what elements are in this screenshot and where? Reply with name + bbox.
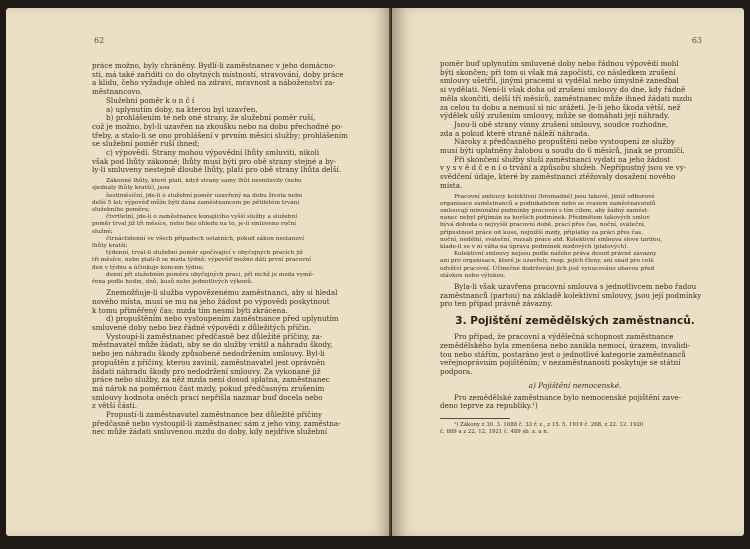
text-line: Nároky z předčasného propuštění nebo vystoupení ze služby xyxy=(454,137,675,147)
text-line: pro ten případ právně závazny. xyxy=(440,299,553,309)
small-print-line: služebního poměru; xyxy=(92,206,150,213)
small-print-line: sjednaly lhůty kratší), jsou xyxy=(92,185,170,192)
small-print-line: čtvrtletní, jde-li o zaměstnance konajícího vyšší služby a služební xyxy=(106,214,298,221)
text-line: tou nebo stářím, postaráno jest o jednotlivé kategorie zaměstnanců xyxy=(440,349,686,359)
small-print-line: organisace zaměstnanců a podnikatelem nebo se svazem zaměstnavatelů xyxy=(440,200,656,207)
small-print-line: poměr trval již tři měsíce, nebo bez ohledu na to, je-li smluveno roční xyxy=(92,221,296,228)
text-line: zaměstnanců (partou) na základě kolektivní smlouvy, jsou její podmínky xyxy=(440,290,702,300)
text-line: nového místa, musí se mu na jeho žádost po výpovědi poskytnout xyxy=(92,296,330,306)
text-line: z větší části. xyxy=(92,401,138,411)
text-line: podpora. xyxy=(440,366,473,376)
small-print-line: Zákonné lhůty, které platí, když strany samy lhůt nesmluvily (nebo xyxy=(106,178,302,185)
small-print-line: denní při služebním poměru obyčejných prací, při nichž je mzda vymě- xyxy=(106,271,314,278)
small-print-line: den v týdnu a účinkuje koncem týdne; xyxy=(92,264,204,271)
left-text-column xyxy=(92,62,374,437)
text-line: Vystoupí-li zaměstnanec předčasně bez důležité příčiny, za- xyxy=(106,331,323,341)
text-line: smlouvy ušetřil, jinými pracemi si vydělal nebo úmyslně zanedbal xyxy=(440,76,679,86)
small-print-line: šestiměsíční, jde-li o služební poměr uzavřený na dobu života nebo xyxy=(106,192,303,199)
subsection-heading: a) Pojištění nemocenské. xyxy=(528,380,622,390)
text-line: musí býti uplatněny žalobou u soudu do 6 měsíců, jinak se promlčí. xyxy=(440,146,685,156)
footnote-rule xyxy=(440,418,510,419)
text-line: poměr buď uplynutím smluvené doby nebo řádnou výpovědí mohl xyxy=(440,59,679,68)
small-print-line: týdenní, trval-li služební poměr spočívající v obyčejných pracích již xyxy=(106,250,303,257)
page-number: 62 xyxy=(94,36,105,45)
small-print-line: Pracovní smlouvy kolektivní (hromadné) jsou takové, jimiž odborové xyxy=(454,193,655,200)
text-line: práce nebo služby, za něž mzda není dosud splatna, zaměstnanec xyxy=(92,375,330,385)
small-print-line: noční, nedělní, sváteční, rozsah práce atd. Kolektivní smlouva slove tarifou, xyxy=(440,236,663,243)
small-print-line: Kolektivní smlouvy nejsou podle našeho práva dosud právně závazny xyxy=(454,251,657,258)
right-page xyxy=(392,8,744,536)
text-line: veřejnoprávním pojištěním; v nezaměstnanosti poskytuje se státní xyxy=(440,358,681,368)
footnote-line: č. 689 a z 22. 12. 1921 č. 489 sb. z. a n. xyxy=(440,429,549,436)
text-line: městnancovo. xyxy=(92,87,143,97)
small-print-line: smlouvají minimální podmínky pracovní s tím cílem, aby žádný zaměst- xyxy=(440,207,649,214)
text-line: Byla-li však uzavřena pracovní smlouva s jednotlivcem nebo řadou xyxy=(454,281,697,291)
text-line: Pro případ, že pracovní a výdělečná schopnost zaměstnance xyxy=(454,332,674,342)
text-line: práce možno, byly chráněny. Bydlí-li zaměstnanec v jeho domácno- xyxy=(92,61,336,70)
text-line: Pro zemědělské zaměstnance bylo nemocenské pojištění zave- xyxy=(454,392,681,402)
text-line: propuštěn z příčiny, kterou zavinil, zaměstnavatel jest oprávněn xyxy=(92,357,326,367)
footnote-line: ¹) Zákony z 30. 3. 1888 č. 33 ř. z., z 15. 5. 1919 č. 268, z 22. 12. 1920 xyxy=(454,422,644,429)
text-line: smlouvy hodnota oněch prací nepřišla nazmar buď docela nebo xyxy=(92,392,323,402)
small-print-line: ani pro organisace, které je uzavřely, resp. jejich členy, ani snad pro celé xyxy=(440,258,654,265)
text-line: za celou tu dobu a nemusí si nic srážeti. Je-li jeho škoda větší, než xyxy=(440,102,681,112)
small-print-line: klade-li se v ní váha na úpravu podmínek mzdových (platových). xyxy=(440,243,629,250)
text-line: Jsou-li obě strany vinny zrušení smlouvy, soudce rozhodne, xyxy=(454,119,669,129)
small-print-line: řena podle hodin, dnů, kusů nebo jednotlivých výkonů. xyxy=(92,278,253,285)
text-line: a klidu, čeho vyžaduje ohled na zdraví, mravnost a náboženství za- xyxy=(92,78,335,88)
right-text-column xyxy=(440,60,710,436)
text-line: a) uplynutím doby, na kterou byl uzavřen, xyxy=(106,104,258,114)
text-line: zda a pokud které straně náleží náhrada. xyxy=(440,128,590,138)
text-line: třeby, a stalo-li se ono prohlášení v prvním měsíci služby; prohlášením xyxy=(92,130,348,140)
text-line: nec může žádati smluvenou mzdu do doby, kdy nejdříve služební xyxy=(92,427,328,437)
text-line: si vydělati. Není-li však doba od zrušení smlouvy do dne, kdy řádně xyxy=(440,85,686,95)
text-line: býti skončen; při tom si však má započísti, co následkem zrušení xyxy=(440,67,676,77)
text-line: Propustí-li zaměstnavatel zaměstnance bez důležité příčiny xyxy=(106,410,323,420)
small-print-line: stávkou nebo výlukou. xyxy=(440,272,506,279)
text-line: se služební poměr ruší ihned; xyxy=(92,139,200,149)
text-line: však pod lhůty zákonné; lhůty musí býti pro obě strany stejné a by- xyxy=(92,156,337,166)
section-heading: 3. Pojištění zemědělských zaměstnanců. xyxy=(455,315,695,328)
left-page xyxy=(6,8,392,536)
text-line: má nárok na poměrnou část mzdy, pokud předčasným zrušením xyxy=(92,383,325,393)
text-line: výdělek ušlý zrušením smlouvy, může se domáhati její náhrady. xyxy=(440,111,670,121)
text-line: sti, má také zařiditi co do obytných místností, stravování, doby práce xyxy=(92,69,344,79)
text-line: nebo jen náhradu škody způsobené nedodržením smlouvy. Byl-li xyxy=(92,349,325,359)
small-print-line: bývá dohoda o nejvyšší pracovní době, prací přes čas, noční, sváteční, xyxy=(440,222,646,229)
small-print-line: služné; xyxy=(92,228,113,235)
text-line: Služební poměr k o n č í xyxy=(106,95,195,105)
small-print-line: tři měsíce, nebo platí-li se mzda týdně; výpověď možno dáti první pracovní xyxy=(92,257,311,264)
text-line: deno teprve za republiky.¹) xyxy=(440,401,538,411)
small-print-line: odvětví pracovní. Účinečné dodržování jich jest vynucováno obavou před xyxy=(440,265,655,272)
text-line: Při skončení služby sluší zaměstnanci vydati na jeho žádost xyxy=(454,154,671,164)
text-line: k tomu přiměřený čas; mzda tím nesmí býti zkrácena. xyxy=(92,305,288,315)
page-number: 63 xyxy=(691,36,702,45)
text-line: místa. xyxy=(440,180,463,190)
text-line: což je možno, byl-li uzavřen na zkoušku nebo na dobu přechodné po- xyxy=(92,121,343,131)
text-line: ly-li smluveny nestejně dlouhé lhůty, platí pro obě strany lhůta delší. xyxy=(92,165,342,175)
text-line: b) prohlášením té neb oné strany, že služební poměr ruší, xyxy=(106,113,316,123)
text-line: d) propuštěním nebo vystoupením zaměstnance před uplynutím xyxy=(106,314,339,324)
text-line: předčasně nebo vystoupil-li zaměstnanec sám z jeho viny, zaměstna- xyxy=(92,418,341,428)
small-print-line: přípustnost práce od kusu, nejnižší mzdy, příplatky za práci přes čas, xyxy=(440,229,644,236)
text-line: v y s v ě d č e n í o trvání a způsobu služeb. Nepřípustný jsou ve vy- xyxy=(440,163,687,173)
text-line: zemědělského byla zmenšena nebo zanikla nemocí, úrazem, invalidi- xyxy=(440,340,691,350)
text-line: smluvené doby nebo bez řádné výpovědi z důležitých příčin. xyxy=(92,323,312,332)
small-print-line: čtrnáctidenní ve všech případech ostatních, pokud zákon nestanoví xyxy=(106,235,304,242)
text-line: žádati náhradu škody pro nedodržení smlouvy. Za vykonané již xyxy=(92,366,321,376)
text-line: c) výpovědí. Strany mohou výpovědní lhůty smluviti, nikoli xyxy=(106,148,320,158)
small-print-line: delší 5 let; výpověď může býti dána zaměstnancem po pětiletém trvání xyxy=(92,199,300,206)
text-line: svědčení údaje, které by zaměstnanci ztěžovaly dosažení nového xyxy=(440,172,676,182)
small-print-line: lhůty kratší; xyxy=(92,242,128,249)
text-line: městnavatel může žádati, aby se do služby vrátil a náhradu škody, xyxy=(92,340,333,350)
small-print-line: nanec nebyl přijímán za horších podmínek. Předmětem takových smluv xyxy=(440,215,650,222)
text-line: měla skončiti, delší tří měsíců, zaměstnanec může ihned žádati mzdu xyxy=(440,93,693,103)
text-line: Znemožňuje-li služba vypovězenému zaměstnanci, aby si hledal xyxy=(106,288,338,298)
